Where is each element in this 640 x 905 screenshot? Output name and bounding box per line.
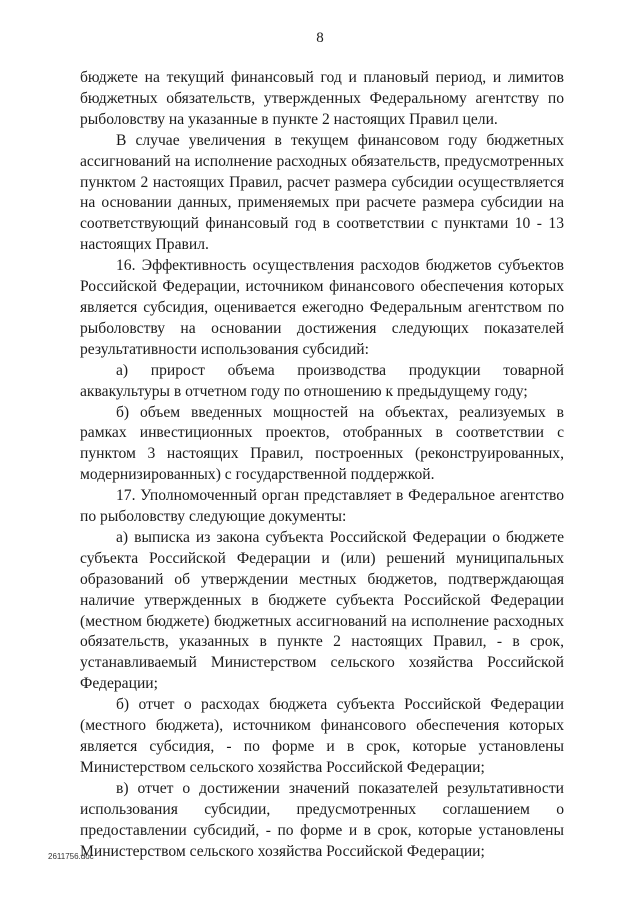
paragraph-budget-limits-continuation: бюджете на текущий финансовый год и плановый период, и лимитов бюджетных обязательств, утвержденных Федеральному агентству по рыболовству на указанные в пункте 2 настоящих Правил цели. bbox=[80, 69, 564, 128]
paragraph-17-documents: 17. Уполномоченный орган представляет в Федеральное агентство по рыболовству следующие документы: bbox=[80, 487, 564, 526]
paragraph-17c-indicators-report: в) отчет о достижении значений показателей результативности использования субсидии, предусмотренных соглашением о предоставлении субсидий, - по форме и в срок, которые установлены Министерством сельского хозяйства Российской Федерации; bbox=[80, 779, 564, 860]
paragraph-subsidy-increase: В случае увеличения в текущем финансовом году бюджетных ассигнований на исполнение расходных обязательств, предусмотренных пунктом 2 настоящих Правил, расчет размера субсидии осуществляется на основании данных, применяемых при расчете размера субсидии на соответствующий финансовый год в соответствии с пунктами 10 - 13 настоящих Правил. bbox=[80, 131, 564, 254]
page-number: 8 bbox=[316, 30, 324, 46]
footer-filename: 2611756.doc bbox=[48, 852, 94, 861]
document-body bbox=[80, 68, 564, 862]
paragraph-17a-law-extract: а) выписка из закона субъекта Российской Федерации о бюджете субъекта Российской Федерации и (или) решений муниципальных образований об утверждении местных бюджетов, подтверждающая наличие утвержденных в бюджете субъекта Российской Федерации (местном бюджете) бюджетных ассигнований на исполнение расходных обязательств, указанных в пункте 2 настоящих Правил, - в срок, устанавливаемый Министерством сельского хозяйства Российской Федерации; bbox=[80, 528, 564, 693]
paragraph-17b-expense-report: б) отчет о расходах бюджета субъекта Российской Федерации (местного бюджета), источником финансового обеспечения которых является субсидия, - по форме и в срок, которые установлены Министерством сельского хозяйства Российской Федерации; bbox=[80, 696, 564, 776]
paragraph-16-efficiency: 16. Эффективность осуществления расходов бюджетов субъектов Российской Федерации, источником финансового обеспечения которых является субсидия, оценивается ежегодно Федеральным агентством по рыболовству на основании достижения следующих показателей результативности использования субсидий: bbox=[80, 257, 564, 358]
paragraph-16b-capacity-volume: б) объем введенных мощностей на объектах, реализуемых в рамках инвестиционных проектов, отобранных в соответствии с пунктом 3 настоящих Правил, построенных (реконструированных, модернизированных) с государственной поддержкой. bbox=[80, 403, 564, 484]
paragraph-16a-aquaculture-growth: а) прирост объема производства продукции товарной аквакультуры в отчетном году по отношению к предыдущему году; bbox=[80, 361, 564, 400]
